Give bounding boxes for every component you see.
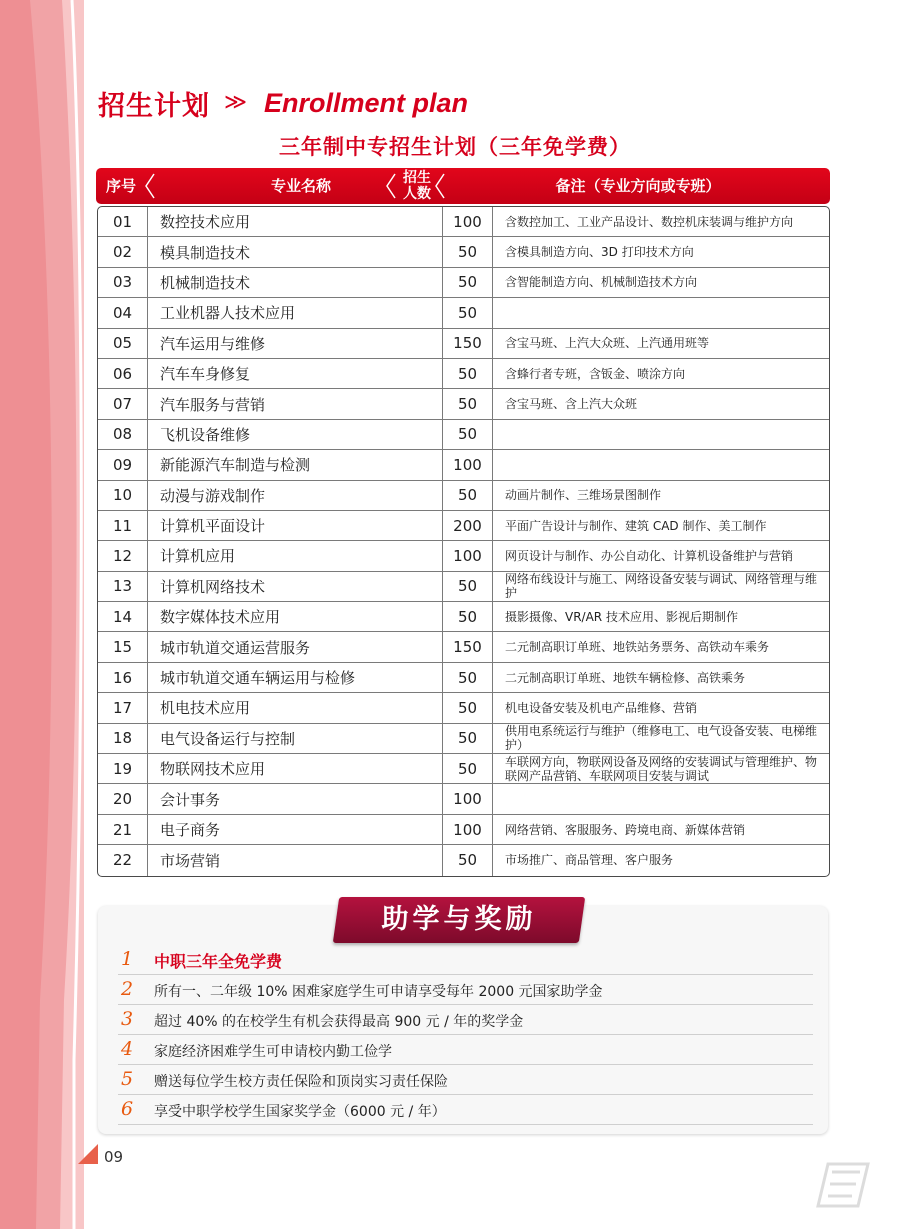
row-number: 07 bbox=[98, 389, 148, 418]
major-name: 汽车服务与营销 bbox=[148, 389, 443, 418]
row-number: 18 bbox=[98, 724, 148, 753]
row-number: 03 bbox=[98, 268, 148, 297]
table-row bbox=[98, 663, 829, 693]
enrollment-count: 50 bbox=[443, 724, 493, 753]
major-name: 汽车运用与维修 bbox=[148, 329, 443, 358]
aid-item bbox=[118, 1036, 813, 1065]
major-note: 含宝马班、上汽大众班、上汽通用班等 bbox=[505, 336, 710, 351]
aid-item-number: 6 bbox=[121, 1098, 134, 1120]
aid-item-number: 3 bbox=[121, 1008, 134, 1030]
enrollment-count: 100 bbox=[443, 450, 493, 479]
table-row bbox=[98, 541, 829, 571]
major-name: 汽车车身修复 bbox=[148, 359, 443, 388]
enrollment-count: 50 bbox=[443, 481, 493, 510]
major-note: 含模具制造方向、3D 打印技术方向 bbox=[505, 245, 694, 260]
table-row bbox=[98, 420, 829, 450]
aid-item-text: 享受中职学校学生国家奖学金（6000 元 / 年） bbox=[154, 1104, 446, 1120]
major-note: 二元制高职订单班、地铁站务票务、高铁动车乘务 bbox=[505, 640, 770, 655]
enrollment-count: 50 bbox=[443, 663, 493, 692]
row-number: 06 bbox=[98, 359, 148, 388]
row-number: 11 bbox=[98, 511, 148, 540]
enrollment-count: 50 bbox=[443, 693, 493, 722]
row-number: 13 bbox=[98, 572, 148, 601]
major-name: 计算机应用 bbox=[148, 541, 443, 570]
aid-item-text: 赠送每位学生校方责任保险和顶岗实习责任保险 bbox=[154, 1074, 448, 1090]
major-name: 模具制造技术 bbox=[148, 237, 443, 266]
enrollment-count: 50 bbox=[443, 389, 493, 418]
header-notes: 备注（专业方向或专班） bbox=[555, 177, 721, 195]
major-note: 平面广告设计与制作、建筑 CAD 制作、美工制作 bbox=[505, 518, 767, 533]
header-count bbox=[392, 168, 442, 204]
table-row bbox=[98, 572, 829, 602]
table-row bbox=[98, 693, 829, 723]
major-note bbox=[493, 450, 829, 479]
major-name: 计算机网络技术 bbox=[148, 572, 443, 601]
aid-item-number: 2 bbox=[121, 978, 134, 1000]
enrollment-count: 150 bbox=[443, 632, 493, 661]
page-number: 09 bbox=[104, 1148, 124, 1166]
major-note: 网页设计与制作、办公自动化、计算机设备维护与营销 bbox=[505, 548, 794, 563]
major-note: 市场推广、商品管理、客户服务 bbox=[505, 853, 674, 868]
enrollment-count: 100 bbox=[443, 207, 493, 236]
table-row bbox=[98, 389, 829, 419]
row-number: 16 bbox=[98, 663, 148, 692]
table-row bbox=[98, 511, 829, 541]
enrollment-count: 50 bbox=[443, 298, 493, 327]
major-note: 含宝马班、含上汽大众班 bbox=[505, 397, 638, 412]
table-row bbox=[98, 450, 829, 480]
major-name: 电子商务 bbox=[148, 815, 443, 844]
table-row bbox=[98, 815, 829, 845]
enrollment-count: 50 bbox=[443, 754, 493, 783]
aid-item bbox=[118, 946, 813, 975]
table-row bbox=[98, 329, 829, 359]
table-row bbox=[98, 298, 829, 328]
major-name: 新能源汽车制造与检测 bbox=[148, 450, 443, 479]
major-note: 机电设备安装及机电产品维修、营销 bbox=[505, 700, 698, 715]
table-row bbox=[98, 845, 829, 875]
enrollment-count: 50 bbox=[443, 420, 493, 449]
major-note: 二元制高职订单班、地铁车辆检修、高铁乘务 bbox=[505, 670, 746, 685]
enrollment-count: 50 bbox=[443, 268, 493, 297]
table-row bbox=[98, 359, 829, 389]
row-number: 21 bbox=[98, 815, 148, 844]
row-number: 20 bbox=[98, 784, 148, 813]
aid-item-text: 超过 40% 的在校学生有机会获得最高 900 元 / 年的奖学金 bbox=[154, 1014, 524, 1030]
major-note: 车联网方向，物联网设备及网络的安装调试与管理维护、物联网产品营销、车联网项目安装与调试 bbox=[505, 754, 818, 783]
major-name: 数控技术应用 bbox=[148, 207, 443, 236]
major-note: 含智能制造方向、机械制造技术方向 bbox=[505, 275, 698, 290]
major-name: 市场营销 bbox=[148, 845, 443, 875]
table-row bbox=[98, 754, 829, 784]
enrollment-count: 50 bbox=[443, 602, 493, 631]
major-name: 机电技术应用 bbox=[148, 693, 443, 722]
enrollment-count: 200 bbox=[443, 511, 493, 540]
enrollment-count: 50 bbox=[443, 572, 493, 601]
table-row bbox=[98, 268, 829, 298]
school-logo-icon bbox=[814, 1160, 872, 1210]
row-number: 19 bbox=[98, 754, 148, 783]
table-row bbox=[98, 207, 829, 237]
enrollment-count: 50 bbox=[443, 845, 493, 875]
major-name: 电气设备运行与控制 bbox=[148, 724, 443, 753]
table-row bbox=[98, 237, 829, 267]
enrollment-count: 100 bbox=[443, 541, 493, 570]
major-note: 摄影摄像、VR/AR 技术应用、影视后期制作 bbox=[505, 609, 738, 624]
major-note bbox=[493, 784, 829, 813]
major-name: 工业机器人技术应用 bbox=[148, 298, 443, 327]
aid-item bbox=[118, 1096, 813, 1125]
row-number: 22 bbox=[98, 845, 148, 875]
aid-item-text: 家庭经济困难学生可申请校内勤工俭学 bbox=[154, 1044, 392, 1060]
major-note: 网络营销、客服服务、跨境电商、新媒体营销 bbox=[505, 822, 746, 837]
header-count-line1: 招生 bbox=[403, 170, 431, 186]
enrollment-count: 50 bbox=[443, 359, 493, 388]
row-number: 17 bbox=[98, 693, 148, 722]
table-header bbox=[96, 168, 830, 204]
aid-item-text: 中职三年全免学费 bbox=[154, 952, 283, 971]
major-name: 城市轨道交通车辆运用与检修 bbox=[148, 663, 443, 692]
enrollment-count: 100 bbox=[443, 815, 493, 844]
header-count-line2: 人数 bbox=[403, 186, 431, 202]
aid-item bbox=[118, 1066, 813, 1095]
left-decorative-band bbox=[0, 0, 84, 1229]
enrollment-table bbox=[97, 206, 830, 877]
major-name: 计算机平面设计 bbox=[148, 511, 443, 540]
row-number: 02 bbox=[98, 237, 148, 266]
major-note: 含数控加工、工业产品设计、数控机床装调与维护方向 bbox=[505, 214, 794, 229]
major-name: 会计事务 bbox=[148, 784, 443, 813]
row-number: 09 bbox=[98, 450, 148, 479]
row-number: 12 bbox=[98, 541, 148, 570]
major-note bbox=[493, 298, 829, 327]
header-major: 专业名称 bbox=[270, 177, 331, 195]
major-note bbox=[493, 420, 829, 449]
row-number: 05 bbox=[98, 329, 148, 358]
row-number: 08 bbox=[98, 420, 148, 449]
aid-item bbox=[118, 1006, 813, 1035]
enrollment-count: 100 bbox=[443, 784, 493, 813]
major-note: 网络布线设计与施工、网络设备安装与调试、网络管理与维护 bbox=[505, 572, 818, 601]
major-name: 城市轨道交通运营服务 bbox=[148, 632, 443, 661]
table-row bbox=[98, 784, 829, 814]
page-corner-icon bbox=[78, 1144, 98, 1164]
enrollment-count: 150 bbox=[443, 329, 493, 358]
aid-item-number: 5 bbox=[121, 1068, 134, 1090]
aid-item-number: 4 bbox=[121, 1038, 134, 1060]
table-row bbox=[98, 602, 829, 632]
aid-item bbox=[118, 976, 813, 1005]
row-number: 15 bbox=[98, 632, 148, 661]
aid-item-number: 1 bbox=[121, 948, 134, 970]
table-row bbox=[98, 724, 829, 754]
major-name: 动漫与游戏制作 bbox=[148, 481, 443, 510]
page-title: 招生计划 bbox=[98, 91, 210, 122]
page-title-english: Enrollment plan bbox=[264, 88, 469, 118]
table-subtitle: 三年制中专招生计划（三年免学费） bbox=[279, 135, 631, 159]
major-name: 飞机设备维修 bbox=[148, 420, 443, 449]
major-name: 物联网技术应用 bbox=[148, 754, 443, 783]
row-number: 01 bbox=[98, 207, 148, 236]
major-note: 动画片制作、三维场景图制作 bbox=[505, 488, 662, 503]
row-number: 10 bbox=[98, 481, 148, 510]
major-name: 机械制造技术 bbox=[148, 268, 443, 297]
aid-title: 助学与奖励 bbox=[381, 904, 537, 935]
table-row bbox=[98, 632, 829, 662]
row-number: 14 bbox=[98, 602, 148, 631]
major-name: 数字媒体技术应用 bbox=[148, 602, 443, 631]
header-seq: 序号 bbox=[105, 177, 136, 195]
major-note: 含蜂行者专班，含钣金、喷涂方向 bbox=[505, 366, 686, 381]
aid-item-text: 所有一、二年级 10% 困难家庭学生可申请享受每年 2000 元国家助学金 bbox=[154, 984, 603, 1000]
major-note: 供用电系统运行与维护（维修电工、电气设备安装、电梯维护） bbox=[505, 724, 818, 753]
chevron-right-icon: ≫ bbox=[224, 90, 242, 115]
table-row bbox=[98, 481, 829, 511]
enrollment-count: 50 bbox=[443, 237, 493, 266]
row-number: 04 bbox=[98, 298, 148, 327]
